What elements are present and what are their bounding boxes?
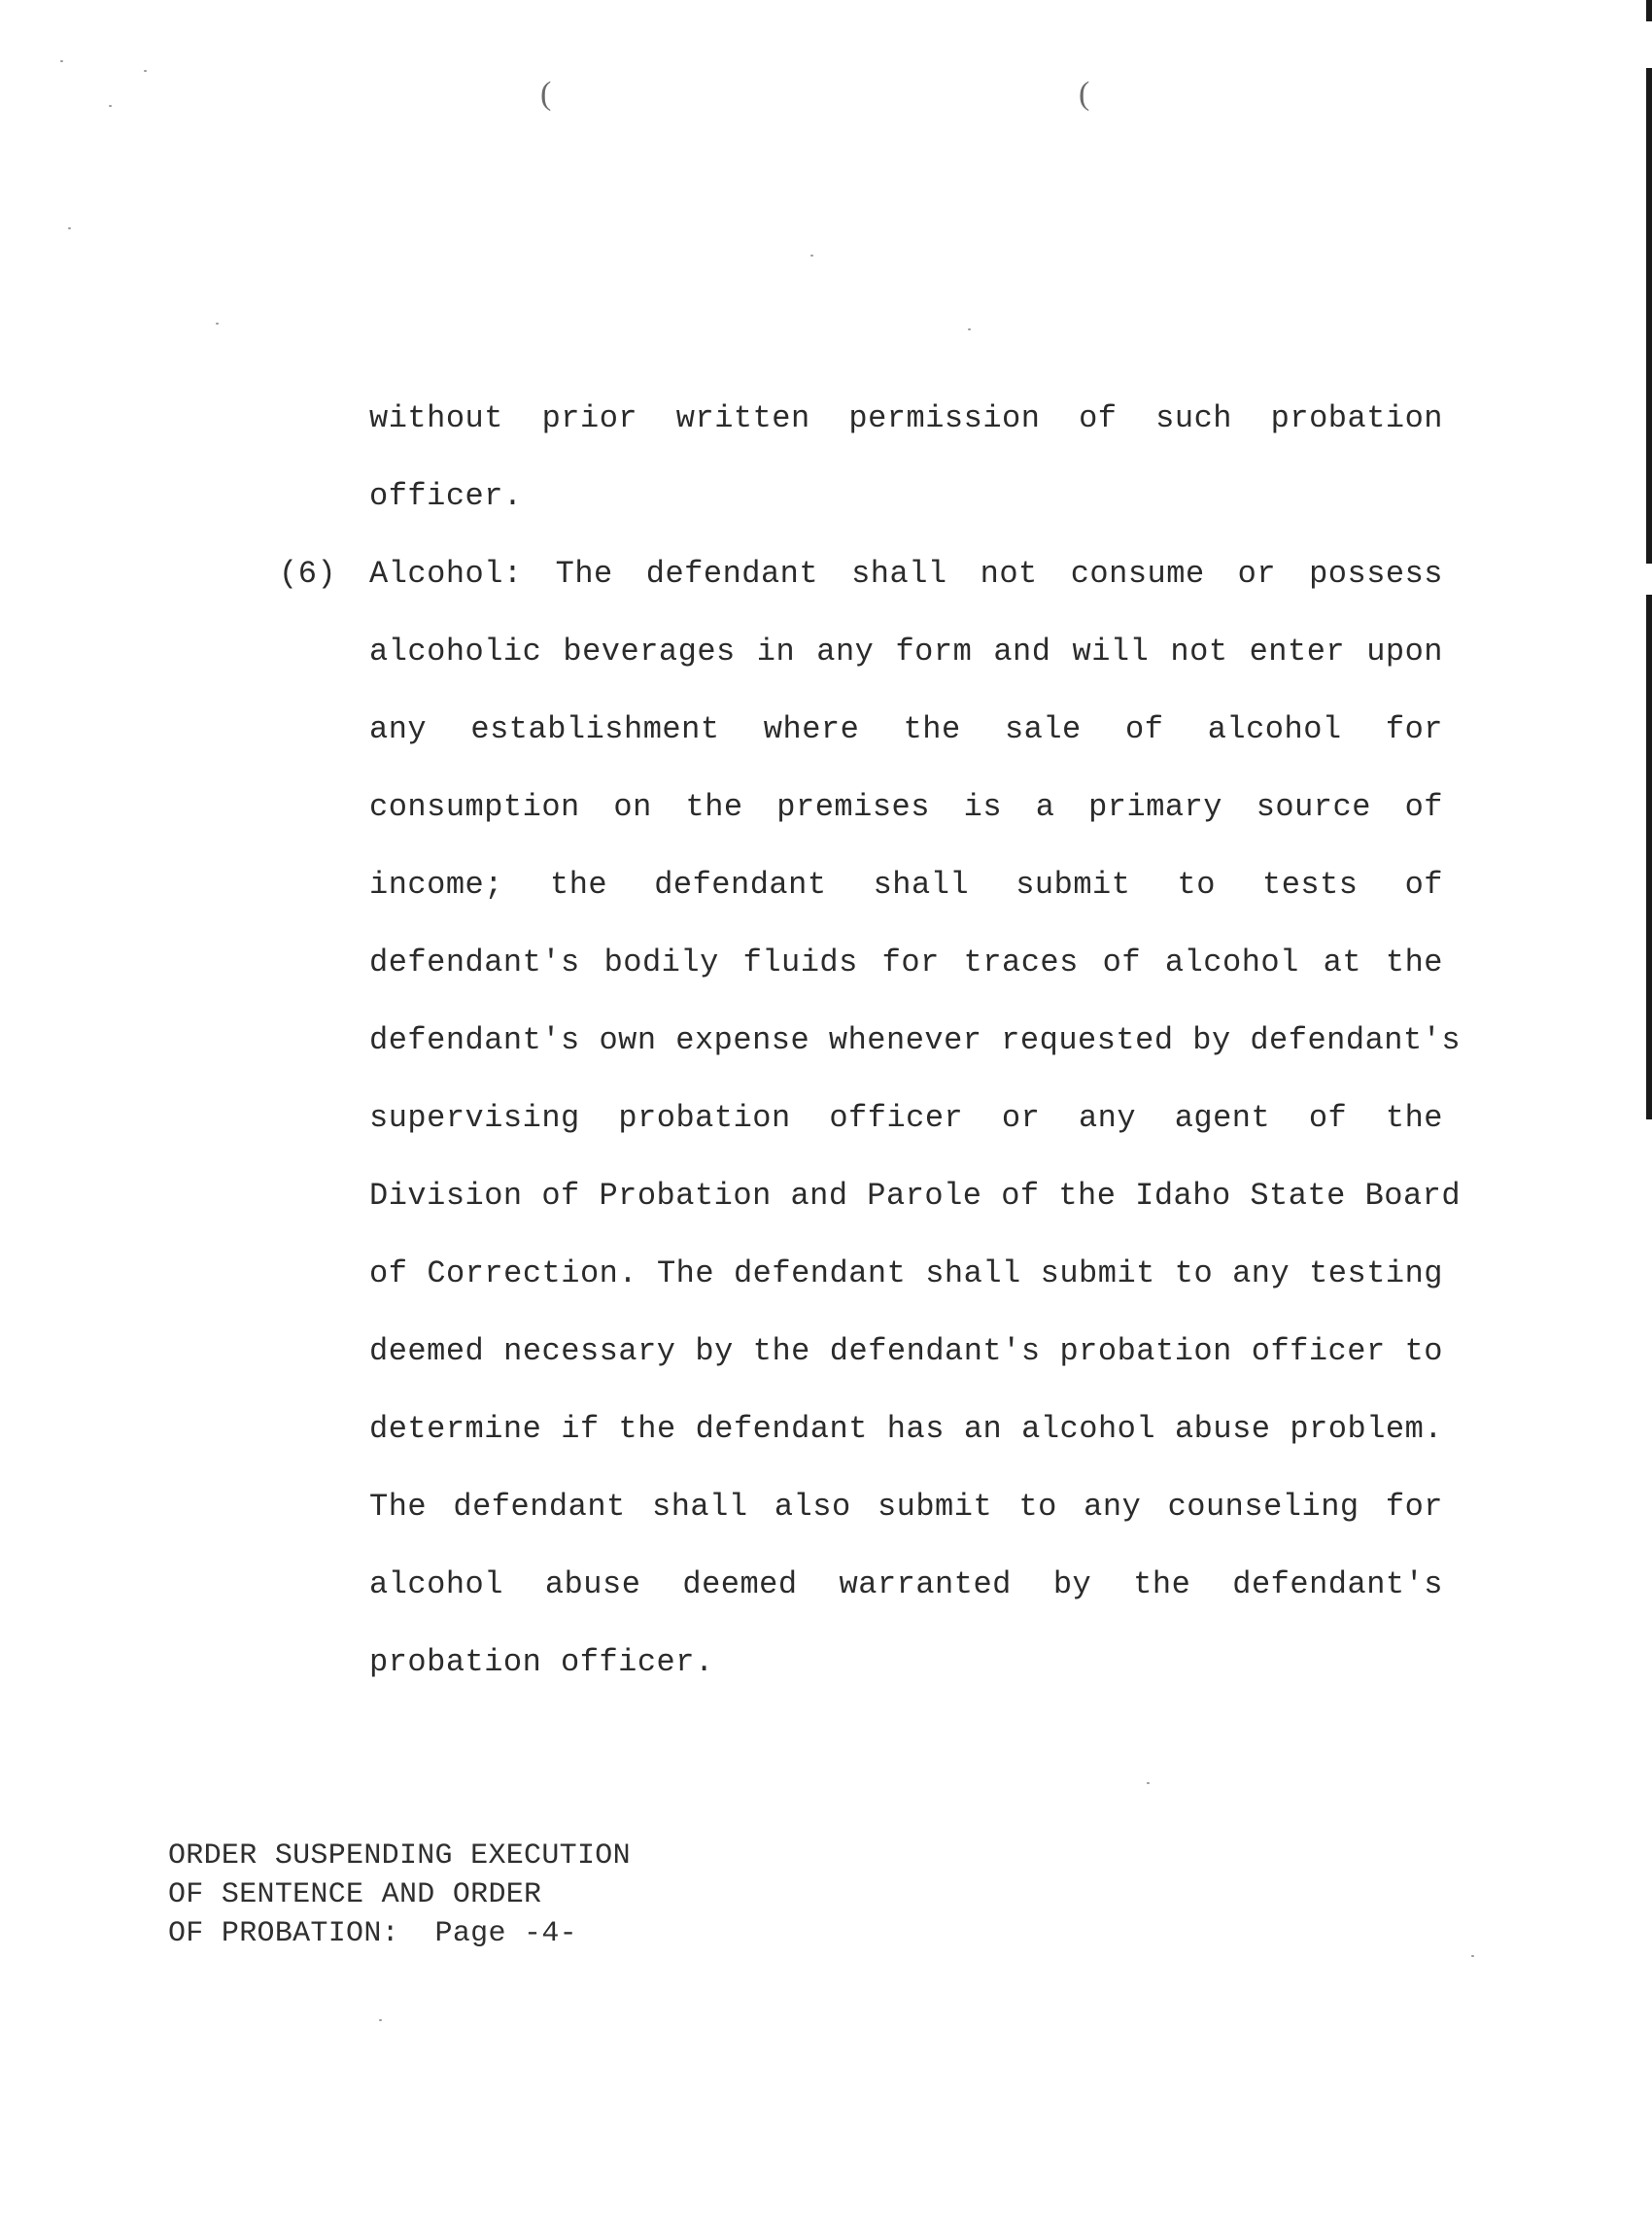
text-line: without prior written permission of such probation — [369, 400, 1443, 436]
text-line: The defendant shall also submit to any counseling for — [369, 1489, 1443, 1525]
scan-speck — [379, 2019, 382, 2021]
text-line: alcohol abuse deemed warranted by the defendant's — [369, 1566, 1443, 1602]
scan-edge-bar — [1646, 595, 1652, 1119]
text-line: any establishment where the sale of alcohol for — [369, 711, 1443, 747]
scan-mark-left-paren: ( — [540, 76, 552, 112]
scan-speck — [1147, 1782, 1150, 1784]
scan-edge-bar — [1646, 0, 1652, 21]
scan-mark-right-paren: ( — [1079, 76, 1090, 112]
scan-speck — [810, 255, 813, 257]
scan-speck — [109, 105, 112, 107]
text-line: Alcohol: The defendant shall not consume or possess — [369, 556, 1443, 592]
scan-speck — [68, 227, 71, 229]
scan-speck — [1471, 1955, 1474, 1957]
item-number: (6) — [279, 556, 337, 592]
scan-speck — [216, 323, 219, 325]
text-line: consumption on the premises is a primary source of — [369, 789, 1443, 825]
text-line: officer. — [369, 478, 523, 514]
text-line: deemed necessary by the defendant's probation officer to — [369, 1333, 1443, 1369]
footer-line: OF PROBATION: Page -4- — [168, 1917, 577, 1950]
text-line: income; the defendant shall submit to tests of — [369, 867, 1443, 903]
text-line: supervising probation officer or any agent of the — [369, 1100, 1443, 1136]
document-footer — [168, 1837, 631, 1953]
scan-edge-bar — [1646, 68, 1652, 564]
scan-speck — [144, 70, 147, 72]
scan-speck — [60, 60, 63, 62]
text-line: determine if the defendant has an alcohol abuse problem. — [369, 1411, 1443, 1447]
text-line: probation officer. — [369, 1644, 714, 1680]
scan-speck — [968, 328, 971, 330]
text-line: Division of Probation and Parole of the Idaho State Board — [369, 1178, 1462, 1214]
text-line: of Correction. The defendant shall submit to any testing — [369, 1255, 1443, 1291]
text-line: defendant's bodily fluids for traces of alcohol at the — [369, 945, 1443, 980]
footer-line: ORDER SUSPENDING EXECUTION — [168, 1839, 631, 1873]
footer-line: OF SENTENCE AND ORDER — [168, 1878, 542, 1911]
text-line: defendant's own expense whenever requested by defendant's — [369, 1022, 1462, 1058]
text-line: alcoholic beverages in any form and will not enter upon — [369, 634, 1443, 670]
